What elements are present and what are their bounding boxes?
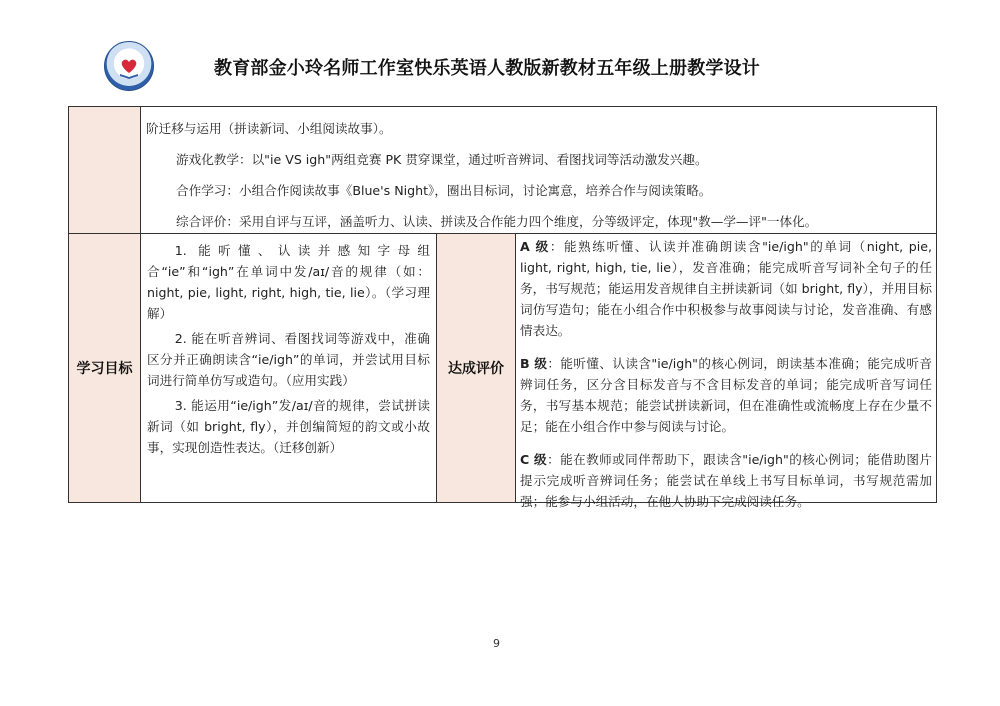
- goal-item: 3. 能运用“ie/igh”发/aɪ/音的规律，尝试拼读新词（如 bright, fly），并创编简短的韵文或小故事，实现创造性表达。（迁移创新）: [147, 398, 430, 455]
- level-grade: A 级: [520, 239, 550, 254]
- goal-item: 1. 能听懂、认读并感知字母组合“ie”和“igh”在单词中发/aɪ/音的规律（如：night, pie, light, right, high, tie, lie）。（学习理解）: [147, 243, 430, 321]
- intro-line: 游戏化教学：以"ie VS igh"两组竞赛 PK 贯穿课堂，通过听音辨词、看图找词等活动激发兴趣。: [176, 152, 708, 167]
- level-grade: B 级: [520, 356, 548, 371]
- level-text: ：能熟练听懂、认读并准确朗读含"ie/igh"的单词（night, pie, light, right, high, tie, lie），发音准确；能完成听音写词补全句子的任务，书写规范；能运用发音规律自主拼读新词（如 bright, fly），并用目标词仿写造句；能在小组合作中积极参与故事阅读与讨论，发音准确、有感情表达。: [520, 239, 932, 338]
- page-title: 教育部金小玲名师工作室快乐英语人教版新教材五年级上册教学设计: [214, 58, 760, 79]
- evaluation-list: [520, 236, 932, 512]
- goals-label: 学习目标: [76, 361, 133, 377]
- intro-line: 阶迁移与运用（拼读新词、小组阅读故事）。: [146, 121, 392, 136]
- page-number: 9: [493, 637, 500, 650]
- evaluation-level: [520, 353, 932, 437]
- intro-line: 合作学习：小组合作阅读故事《Blue's Night》，圈出目标词，讨论寓意，培养合作与阅读策略。: [176, 183, 712, 198]
- evaluation-level: [520, 236, 932, 341]
- evaluation-label: 达成评价: [448, 361, 504, 377]
- goal-item: 2. 能在听音辨词、看图找词等游戏中，准确区分并正确朗读含“ie/igh”的单词，并尝试用目标词进行简单仿写或造句。（应用实践）: [147, 331, 430, 388]
- level-text: ：能在教师或同伴帮助下，跟读含"ie/igh"的核心例词；能借助图片提示完成听音辨词任务；能尝试在单线上书写目标单词，书写规范需加强；能参与小组活动，在他人协助下完成阅读任务。: [520, 452, 932, 509]
- evaluation-level: [520, 449, 932, 512]
- goals-list: [147, 240, 430, 458]
- level-text: ：能听懂、认读含"ie/igh"的核心例词，朗读基本准确；能完成听音辨词任务，区分含目标发音与不含目标发音的单词；能完成听音写词任务，书写基本规范；能尝试拼读新词，但在准确性或流畅度上存在少量不足；能在小组合作中参与阅读与讨论。: [520, 356, 932, 434]
- intro-left-cell: [68, 106, 141, 234]
- level-grade: C 级: [520, 452, 548, 467]
- intro-line: 综合评价：采用自评与互评，涵盖听力、认读、拼读及合作能力四个维度，分等级评定，体现"教—学—评"一体化。: [176, 214, 818, 229]
- logo-badge-icon: [104, 41, 154, 91]
- intro-text: [146, 118, 931, 232]
